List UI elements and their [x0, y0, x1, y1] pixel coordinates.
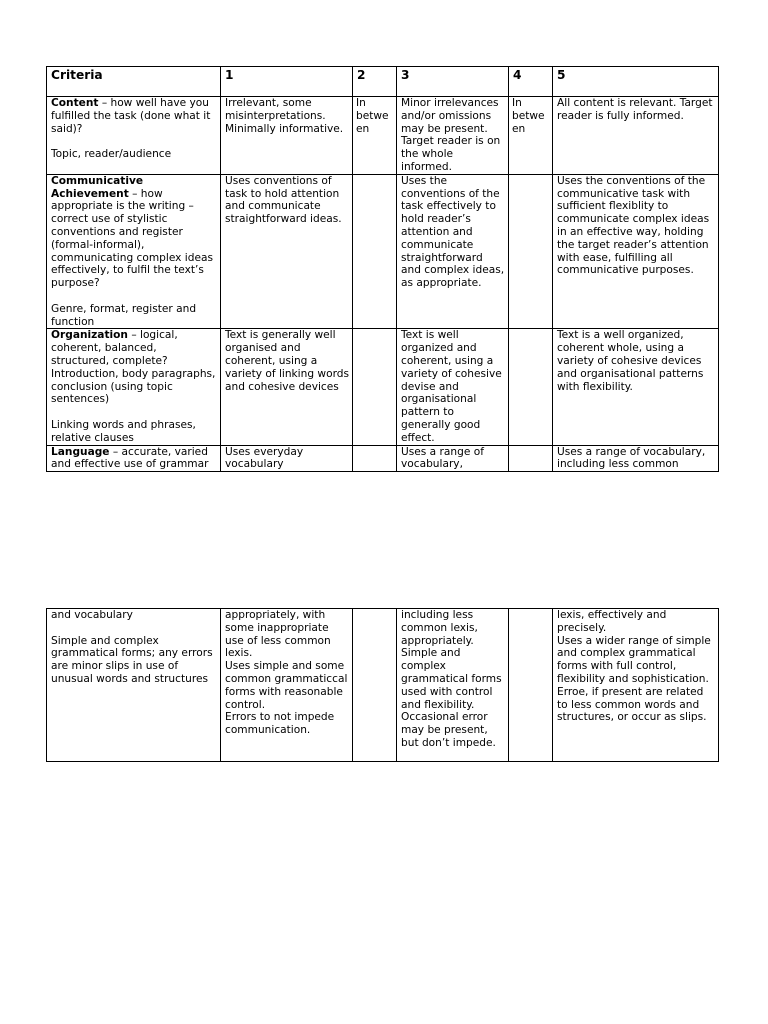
score-4-cell: [509, 329, 553, 445]
score-1-cell: Irrelevant, some misinterpretations. Minimally informative.: [221, 97, 353, 175]
score-5-cell: Uses a range of vocabulary, including less common: [553, 445, 719, 472]
score-2-cell: [353, 609, 397, 762]
score-1-cell: appropriately, with some inappropriate use of less common lexis. Uses simple and some common grammaticcal forms with reasonable control. Errors to not impede communication.: [221, 609, 353, 762]
score-4-cell: [509, 174, 553, 329]
score-1-cell: Text is generally well organised and coherent, using a variety of linking words and cohesive devices: [221, 329, 353, 445]
rubric-table-continued: [46, 608, 719, 762]
row-communicative-achievement: [47, 174, 719, 329]
header-criteria: Criteria: [47, 67, 221, 97]
score-3-cell: Text is well organized and coherent, using a variety of cohesive devise and organisational pattern to generally good effect.: [397, 329, 509, 445]
rubric-table: [46, 66, 719, 472]
row-language: [47, 445, 719, 472]
score-4-cell: [509, 609, 553, 762]
criteria-description: – logical, coherent, balanced, structured, complete? Introduction, body paragraphs, conclusion (using topic sentences): [51, 329, 216, 406]
score-4-cell: In betwe en: [509, 97, 553, 175]
score-3-cell: Uses the conventions of the task effectively to hold reader’s attention and communicate straightforward and complex ideas, as appropriate.: [397, 174, 509, 329]
header-score-3: 3: [397, 67, 509, 97]
criteria-description: – how appropriate is the writing – correct use of stylistic conventions and register (formal-informal), communicating complex ideas effectively, to fulfil the text’s purpose?: [51, 187, 213, 290]
score-2-cell: [353, 174, 397, 329]
criteria-subtext: Topic, reader/audience: [51, 148, 172, 161]
header-score-5: 5: [553, 67, 719, 97]
criteria-subtext: Linking words and phrases, relative clauses: [51, 418, 196, 444]
score-1-cell: Uses everyday vocabulary: [221, 445, 353, 472]
criteria-continuation: and vocabulary: [51, 609, 133, 621]
score-5-cell: Text is a well organized, coherent whole, using a variety of cohesive devices and organisational patterns with flexibility.: [553, 329, 719, 445]
score-2-cell: [353, 445, 397, 472]
score-5-cell: Uses the conventions of the communicative task with sufficient flexiblity to communicate complex ideas in an effective way, holding the target reader’s attention with ease, fulfilling all communicative purposes.: [553, 174, 719, 329]
score-5-cell: All content is relevant. Target reader is fully informed.: [553, 97, 719, 175]
criteria-description: – accurate, varied and effective use of grammar: [51, 445, 209, 471]
header-score-2: 2: [353, 67, 397, 97]
criteria-label: Communicative Achievement: [51, 174, 144, 200]
criteria-cell: [47, 97, 221, 175]
criteria-subtext: Genre, format, register and function: [51, 302, 197, 328]
criteria-cell: [47, 445, 221, 472]
criteria-cell: [47, 609, 221, 762]
criteria-description: – how well have you fulfilled the task (done what it said)?: [51, 97, 211, 135]
criteria-label: Organization: [51, 329, 128, 342]
criteria-label: Language: [51, 445, 110, 458]
header-row: [47, 67, 719, 97]
score-2-cell: [353, 329, 397, 445]
criteria-cell: [47, 329, 221, 445]
score-3-cell: including less common lexis, appropriately. Simple and complex grammatical forms used with control and flexibility. Occasional error may be present, but don’t impede.: [397, 609, 509, 762]
score-5-cell: lexis, effectively and precisely. Uses a wider range of simple and complex grammatical forms with full control, flexibility and sophistication. Erroe, if present are related to less common words and structures, or occur as slips.: [553, 609, 719, 762]
header-score-1: 1: [221, 67, 353, 97]
row-organization: [47, 329, 719, 445]
score-2-cell: In betwe en: [353, 97, 397, 175]
header-score-4: 4: [509, 67, 553, 97]
row-language-continued: [47, 609, 719, 762]
score-1-cell: Uses conventions of task to hold attention and communicate straightforward ideas.: [221, 174, 353, 329]
criteria-subtext: Simple and complex grammatical forms; any errors are minor slips in use of unusual words and structures: [51, 634, 213, 685]
row-content: [47, 97, 719, 175]
criteria-cell: [47, 174, 221, 329]
score-3-cell: Uses a range of vocabulary,: [397, 445, 509, 472]
criteria-label: Content: [51, 97, 99, 109]
score-3-cell: Minor irrelevances and/or omissions may be present. Target reader is on the whole informed.: [397, 97, 509, 175]
score-4-cell: [509, 445, 553, 472]
